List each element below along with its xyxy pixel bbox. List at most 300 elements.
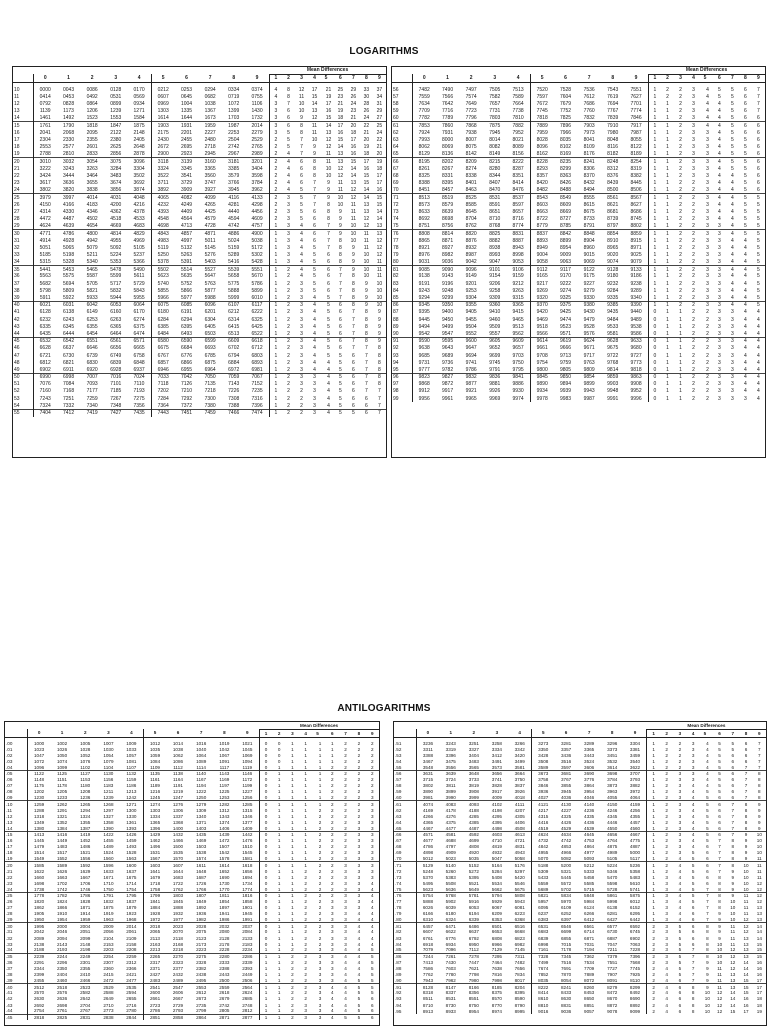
value-cell: 1009 [120,740,143,746]
mean-diff-cell: 4 [678,868,682,874]
mean-diff-cell: 8 [706,947,709,953]
value-cell: 4914 [39,237,51,244]
value-cell: 1164 [173,777,183,783]
mean-diff-cell: 3 [370,807,374,813]
mean-diff-cell: 3 [370,813,374,819]
mean-diff-cell: 3 [299,1014,312,1020]
mean-diff-cell: 16 [363,165,370,172]
mean-diff-cell: 8 [706,929,709,935]
mean-diff-cell: 1 [679,309,682,316]
value-cell: 6053 [104,302,128,309]
mean-diff-cell: 0 [653,381,657,388]
value-cell: 1096 [34,764,45,770]
value-cell: 9666 [559,345,572,352]
value-cell: 6721 [39,352,51,359]
value-cell: 6493 [180,330,193,337]
value-cell: 1841 [149,898,161,904]
value-cell: 8470 [489,186,501,193]
mean-diff-cell: 1 [304,783,307,789]
mean-diff-cell: 4 [357,966,361,972]
value-cell: 4529 [560,825,572,831]
table-row [392,86,765,93]
mean-diff-cell: 3 [370,844,374,850]
value-cell: 8630 [560,996,572,1002]
value-cell: 2339 [236,959,259,965]
mean-diff-cell: 6 [321,266,334,273]
mean-diff-cell: 1 [291,880,294,886]
mean-diff-cell: 9 [758,807,761,813]
row-number: 14 [13,115,33,122]
row-number: 91 [392,338,412,345]
mean-diff-cell: 10 [373,302,386,309]
mean-diff-cell: 0 [264,905,268,911]
mean-diff-cell: 7 [757,86,760,93]
value-cell: 1637 [120,868,143,874]
mean-diff-cell: 1 [274,287,278,294]
mean-diff-cell: 15 [756,941,762,947]
value-cell: 9420 [536,309,548,316]
mean-diff-cell: 1 [274,359,278,366]
mean-diff-cell: 3 [344,868,347,874]
mean-diff-cell: 3 [344,941,347,947]
mean-diff-cell: 2 [312,923,325,929]
digit-header: 5 [143,729,166,737]
mean-diff-cell: 5 [691,880,695,886]
value-cell: 8306 [583,165,595,172]
value-cell: 7619 [607,93,619,100]
mean-diff-cell: 13 [743,947,749,953]
value-cell: 5458 [584,874,595,880]
mean-diff-cell: 11 [726,923,739,929]
mean-diff-cell: 2 [665,740,668,746]
mean-diff-cell: 6 [743,129,747,136]
value-cell: 1531 [149,850,161,856]
value-cell: 8082 [489,144,501,151]
mean-diff-cell: 8 [287,93,290,100]
mean-diff-cell: 7 [691,977,695,983]
mean-diff-cell: 0 [264,764,268,770]
value-cell: 8976 [418,251,430,258]
mean-diff-cell: 4 [731,251,734,258]
value-cell: 6592 [624,923,647,929]
value-cell: 4009 [491,795,502,801]
value-cell: 2765 [246,144,270,151]
value-cell: 2618 [219,990,230,996]
value-cell: 7860 [436,122,460,129]
mean-diff-cell: 1 [666,352,669,359]
mean-diff-cell: 2 [692,237,695,244]
value-cell: 1230 [34,795,45,801]
value-cell: 9274 [559,287,572,294]
row-number: .93 [394,996,416,1002]
value-cell: 8663 [536,208,548,215]
value-cell: 8915 [625,237,649,244]
value-cell: 4654 [86,222,98,229]
value-cell: 7447 [468,959,479,965]
mean-diff-cell: 3 [673,770,686,776]
mean-diff-cell: 7 [758,758,761,764]
mean-diff-cell: 3 [352,862,365,868]
mean-diff-cell: 2 [357,740,361,746]
value-cell: 2504 [228,136,240,143]
value-cell: 2028 [190,923,213,929]
mean-diff-cell: 5 [678,929,682,935]
mean-diff-cell: 2 [287,395,290,402]
mean-diff-cell: 11 [756,874,762,880]
value-cell: 8248 [601,158,625,165]
value-cell: 5794 [485,892,508,898]
value-cell: 6435 [39,330,51,337]
digit-header: 0 [33,74,57,82]
value-cell: 7917 [625,122,649,129]
value-cell: 9652 [489,345,501,352]
value-cell: 1337 [172,813,184,819]
value-cell: 7727 [607,966,618,972]
mean-diff-cell: 2 [318,868,322,874]
value-cell: 8525 [459,194,483,201]
mean-diff-cell: 12 [717,996,723,1002]
value-cell: 7435 [128,409,152,416]
mean-diff-cell: 8 [378,381,381,388]
value-cell: 7674 [538,966,549,972]
mean-diff-cell: 1 [304,752,307,758]
mean-diff-cell: 6 [678,1002,682,1008]
mean-diff-cell: 4 [678,886,682,892]
value-cell: 0969 [157,100,169,107]
value-cell: 4295 [491,813,502,819]
value-cell: 5164 [485,862,508,868]
mean-diff-cell: 5 [731,151,734,158]
mean-diff-cell: 2 [331,868,334,874]
value-cell: 4819 [491,844,502,850]
value-cell: 6310 [422,917,434,923]
value-cell: 6839 [538,935,549,941]
row-number: 66 [392,158,412,165]
mean-diff-cell: 2 [352,801,365,807]
value-cell: 6839 [110,359,122,366]
mean-diff-cell: 1 [264,947,268,953]
value-cell: 2673 [196,996,207,1002]
mean-diff-cell: 3 [713,338,726,345]
mean-diff-cell: 7 [334,266,347,273]
mean-diff-cell: 2 [692,186,695,193]
row-number: .58 [394,783,416,789]
value-cell: 7292 [180,395,193,402]
mean-diff-cell: 6 [282,122,295,129]
value-cell: 2612 [196,990,207,996]
value-cell: 7482 [418,86,430,93]
value-cell: 1140 [190,770,213,776]
mean-diff-cell: 1 [272,953,285,959]
mean-diff-cell: 5 [313,287,316,294]
digit-header: 7 [190,729,213,737]
row-number: 70 [392,187,412,194]
mean-diff-cell: 5 [706,819,709,825]
mean-diff-cell: 14 [730,990,736,996]
mean-diff-cell: 1 [653,258,657,265]
mean-diff-cell: 5 [370,947,374,953]
value-cell: 5534 [491,880,502,886]
value-cell: 6607 [422,929,434,935]
mean-diff-cell: 1 [653,108,657,115]
value-cell: 2455 [34,977,45,983]
mean-diff-cell: 1 [274,273,278,280]
value-cell: 7938 [465,129,477,136]
mean-diff-cell: 12 [363,222,370,229]
value-cell: 1439 [213,831,236,837]
value-cell: 2254 [97,953,120,959]
mean-diff-cell: 2 [304,941,307,947]
value-cell: 8555 [577,194,601,201]
mean-diff-cell: 4 [718,180,721,187]
value-cell: 2296 [56,959,68,965]
mean-diff-cell: 3 [691,764,695,770]
value-cell: 5866 [180,287,193,294]
value-cell: 8831 [560,1002,572,1008]
value-cell: 1094 [236,758,259,764]
mean-diff-digit-header: 1 [269,74,282,82]
value-cell: 8363 [559,172,572,179]
mean-diff-cell: 5 [757,201,760,208]
value-cell: 1199 [236,783,259,789]
value-cell: 7846 [625,115,649,122]
table-row [392,345,765,352]
mean-diff-cell: 8 [739,801,752,807]
value-cell: 1445 [34,838,45,844]
mean-diff-cell: 12 [717,990,723,996]
value-cell: 4082 [175,194,199,201]
value-cell: 1991 [236,917,259,923]
mean-diff-cell: 7 [758,746,761,752]
row-number: .11 [5,807,27,813]
mean-diff-cell: 1 [652,777,655,783]
value-cell: 8007 [465,136,477,143]
value-cell: 1114 [196,764,206,770]
mean-diff-cell: 0 [264,911,268,917]
mean-diff-cell: 3 [665,905,668,911]
mean-diff-cell: 1 [264,990,268,996]
mean-diff-cell: 1 [653,215,657,222]
value-cell: 5966 [157,294,169,301]
value-cell: 1343 [219,813,230,819]
mean-diff-cell: 3 [660,892,673,898]
mean-diff-cell: 3 [706,208,709,215]
value-cell: 7261 [439,953,462,959]
value-cell: 8513 [412,194,436,201]
mean-diff-cell: 16 [756,959,762,965]
value-cell: 3404 [468,752,479,758]
mean-diff-cell: 6 [287,108,290,115]
mean-diff-cell: 1 [652,758,655,764]
mean-diff-cell: 1 [666,273,669,280]
mean-diff-cell: 4 [352,923,365,929]
mean-diff-cell: 2 [291,959,294,965]
mean-diff-cell: 5 [339,1014,352,1020]
value-cell: 0531 [110,93,122,100]
value-cell: 5093 [584,856,595,862]
value-cell: 9042 [465,258,477,265]
mean-diff-cell: 13 [756,917,762,923]
value-cell: 1072 [228,100,240,107]
value-cell: 5328 [63,258,75,265]
value-cell: 8472 [607,990,618,996]
value-cell: 6010 [246,294,270,301]
mean-diff-cell: 1 [291,941,294,947]
value-cell: 5855 [157,287,169,294]
value-cell: 3890 [422,789,434,795]
mean-diff-cell: 4 [757,366,760,373]
mean-diff-cell: 4 [357,911,361,917]
mean-diff-cell: 9 [706,966,709,972]
mean-diff-cell: 5 [706,795,709,801]
value-cell: 5740 [157,280,169,287]
value-cell: 4150 [39,201,51,208]
value-cell: 1148 [34,777,45,783]
mean-diff-cell: 3 [318,1008,322,1014]
value-cell: 8603 [536,201,548,208]
value-cell: 2661 [149,996,161,1002]
value-cell: 6180 [445,911,456,917]
value-cell: 3622 [624,764,647,770]
mean-diff-digit-header: 3 [295,74,308,82]
value-cell: 8169 [559,151,572,158]
value-cell: 1384 [56,825,68,831]
mean-diff-cell: 9 [352,251,355,258]
value-cell: 9315 [507,294,531,301]
value-cell: 2118 [173,935,183,941]
mean-diff-cell: 6 [300,165,303,172]
mean-diff-cell: 29 [350,86,357,93]
mean-diff-cell: 3 [718,244,721,251]
value-cell: 0453 [63,93,75,100]
row-number: .34 [5,947,27,953]
mean-diff-cell: 3 [300,381,303,388]
value-cell: 7627 [625,93,649,100]
value-cell: 1099 [56,764,68,770]
value-cell: 4169 [422,807,434,813]
mean-diff-cell: 4 [300,237,303,244]
value-cell: 6785 [204,352,216,359]
value-cell: 2037 [236,923,259,929]
value-cell: 3201 [246,158,270,165]
mean-diff-cell: 3 [665,959,668,965]
mean-diff-cell: 5 [731,93,734,100]
value-cell: 9908 [625,381,649,388]
value-cell: 1461 [39,115,51,122]
value-cell: 9609 [507,338,531,345]
mean-diff-cell: 24 [350,100,357,107]
row-number: .37 [5,965,27,971]
value-cell: 6884 [228,359,240,366]
row-number: 97 [392,381,412,388]
mean-diff-cell: 1 [304,844,307,850]
mean-diff-cell: 4 [718,172,721,179]
mean-diff-cell: 1 [318,740,322,746]
value-cell: 3327 [468,746,479,752]
value-cell: 1648 [196,868,207,874]
table-row [392,359,765,366]
mean-diff-cell: 5 [743,201,747,208]
mean-diff-cell: 4 [327,381,330,388]
value-cell: 6031 [57,302,81,309]
mean-diff-cell: 4 [743,345,747,352]
value-cell: 1143 [213,770,236,776]
row-number: 55 [13,409,33,416]
mean-diff-cell: 2 [287,388,290,395]
mean-diff-cell: 2 [679,273,682,280]
value-cell: 2636 [56,996,68,1002]
value-cell: 2018 [143,923,166,929]
value-cell: 4281 [228,201,240,208]
mean-diff-cell: 2 [706,395,709,402]
mean-diff-cell: 4 [344,959,347,965]
row-number: 71 [392,194,412,201]
digit-header: 1 [439,729,462,737]
mean-diff-cell: 4 [743,294,747,301]
value-cell: 6758 [128,352,152,359]
value-cell: 8426 [559,180,572,187]
value-cell: 0934 [128,100,152,107]
mean-diff-cell: 3 [665,886,668,892]
mean-diff-cell: 1 [277,856,281,862]
mean-diff-cell: 4 [731,287,734,294]
mean-diff-cell: 1 [277,911,281,917]
value-cell: 6243 [63,316,75,323]
value-cell: 6934 [445,941,456,947]
value-cell: 9117 [554,266,578,273]
value-cell: 7520 [536,86,548,93]
mean-diff-cell: 1 [666,180,669,187]
mean-diff-cell: 14 [321,122,334,129]
value-cell: 7464 [491,959,502,965]
value-cell: 9643 [442,345,454,352]
value-cell: 7396 [624,953,647,959]
mean-diff-cell: 6 [334,302,347,309]
mean-diff-cell: 2 [678,758,682,764]
row-number: .74 [394,880,416,886]
value-cell: 1496 [149,844,161,850]
value-cell: 9196 [442,280,454,287]
value-cell: 5276 [204,251,216,258]
mean-diff-cell: 1 [269,374,282,381]
value-cell: 4099 [198,194,222,201]
value-cell: 7067 [246,374,270,381]
value-cell: 4487 [468,825,479,831]
value-cell: 3243 [445,740,456,746]
value-cell: 1486 [80,844,91,850]
value-cell: 3864 [584,783,595,789]
mean-diff-digit-header: 7 [726,729,739,737]
mean-diff-cell: 2 [679,222,682,229]
row-number: 43 [13,323,33,330]
value-cell: 4667 [624,831,647,837]
mean-diff-cell: 2 [647,984,660,990]
mean-diff-cell: 6 [360,409,373,416]
value-cell: 1824 [56,898,68,904]
mean-diff-cell: 6 [352,381,355,388]
value-cell: 2153 [103,941,114,947]
value-cell: 1216 [149,789,161,795]
mean-diff-cell: 2 [287,330,290,337]
value-cell: 1387 [80,825,91,831]
row-number: 26 [13,201,33,208]
value-cell: 3733 [468,777,479,783]
value-cell: 9253 [465,287,477,294]
mean-diff-cell: 2 [331,764,334,770]
mean-diff-cell: 6 [308,230,321,237]
row-number: 42 [13,316,33,323]
mean-diff-cell: 3 [718,395,721,402]
